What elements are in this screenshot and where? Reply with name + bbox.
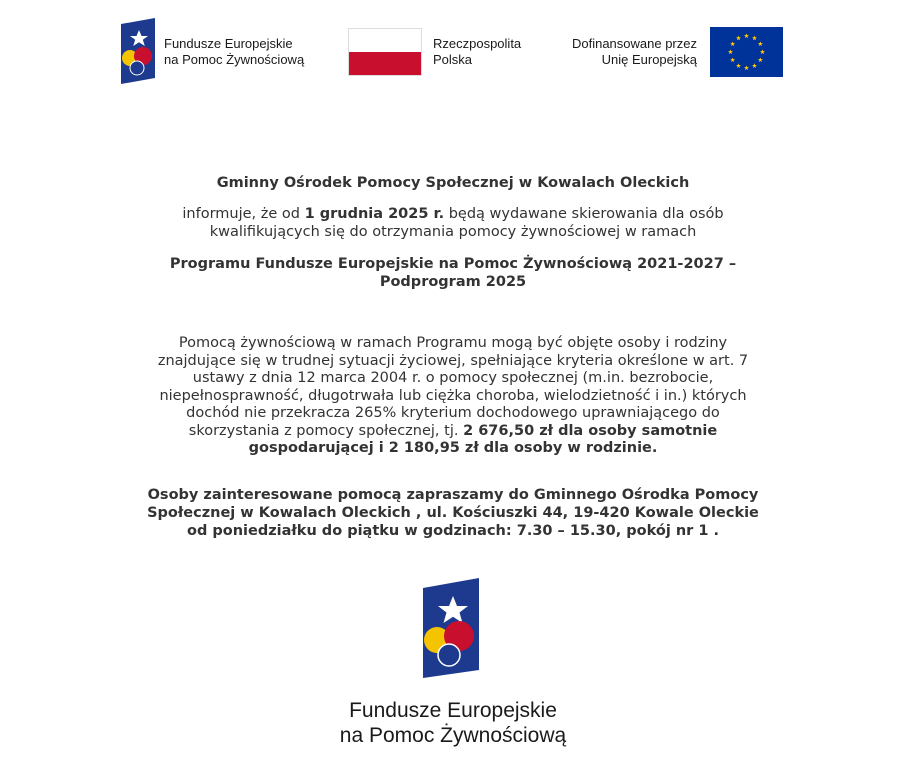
- income-family: gospodarującej i 2 180,95 zł dla osoby w rodzinie.: [248, 440, 658, 456]
- fe-large-logo-line1: Fundusze Europejskie: [349, 699, 557, 722]
- inform-post: będą wydawane skierowania dla osób: [444, 206, 724, 222]
- logo-bar: [0, 0, 906, 100]
- program-line1: Programu Fundusze Europejskie na Pomoc Żywnościową 2021-2027 –: [169, 256, 737, 272]
- invite-line3: od poniedziałku do piątku w godzinach: 7.30 – 15.30, pokój nr 1 .: [186, 523, 720, 539]
- inform-line1: [100, 205, 806, 223]
- body-line1: Pomocą żywnościową w ramach Programu mogą być objęte osoby i rodziny: [178, 335, 728, 351]
- page-title: Gminny Ośrodek Pomocy Społecznej w Kowalach Oleckich: [216, 175, 690, 191]
- invite-line1: Osoby zainteresowane pomocą zapraszamy do Gminnego Ośrodka Pomocy: [147, 487, 759, 503]
- invitation-paragraph: [100, 486, 806, 540]
- pl-logo-line2: Polska: [433, 52, 473, 67]
- fe-large-logo-icon: [423, 578, 483, 678]
- fe-large-logo-line2: na Pomoc Żywnościową: [339, 724, 567, 747]
- eu-logo-line2: Unię Europejską: [601, 52, 697, 67]
- body-line4: niepełnosprawność, długotrwała lub ciężka choroba, wielodzietność i in.) których: [159, 387, 747, 404]
- fe-logo-text: [164, 36, 304, 68]
- body-line6-pre: skorzystania z pomocy społecznej, tj.: [188, 422, 464, 439]
- body-line5: dochód nie przekracza 265% kryterium dochodowego uprawniającego do: [186, 405, 720, 421]
- pl-logo-text: [433, 36, 521, 68]
- polish-flag-icon: [348, 28, 422, 76]
- inform-pre: informuje, że od: [182, 206, 305, 222]
- body-line2: znajdujące się w trudnej sytuacji życiowej, spełniające kryteria określone w art. 7: [157, 352, 749, 369]
- program-line2: Podprogram 2025: [379, 274, 527, 290]
- eu-flag-icon: [710, 27, 783, 77]
- eu-logo-line1: Dofinansowane przez: [571, 36, 697, 51]
- eligibility-paragraph: [100, 335, 806, 458]
- pl-logo-line1: Rzeczpospolita: [433, 36, 522, 51]
- inform-date: 1 grudnia 2025 r.: [304, 206, 445, 222]
- inform-paragraph: [100, 205, 806, 241]
- body-line3: ustawy z dnia 12 marca 2004 r. o pomocy społecznej (m.in. bezrobocie,: [192, 370, 714, 386]
- eu-logo-text: [560, 36, 697, 68]
- body-line6: [100, 423, 806, 441]
- fe-logo-line2: na Pomoc Żywnościową: [164, 52, 305, 67]
- fe-large-logo-text: [0, 698, 906, 748]
- income-single: 2 676,50 zł dla osoby samotnie: [463, 422, 718, 439]
- fe-logo-line1: Fundusze Europejskie: [164, 36, 293, 51]
- program-name: [100, 255, 806, 291]
- invite-line2: Społecznej w Kowalach Oleckich , ul. Kościuszki 44, 19-420 Kowale Oleckie: [147, 505, 759, 521]
- body-line7: [100, 440, 806, 458]
- inform-line2: kwalifikujących się do otrzymania pomocy żywnościowej w ramach: [209, 224, 697, 240]
- fe-logo-icon: [121, 18, 157, 84]
